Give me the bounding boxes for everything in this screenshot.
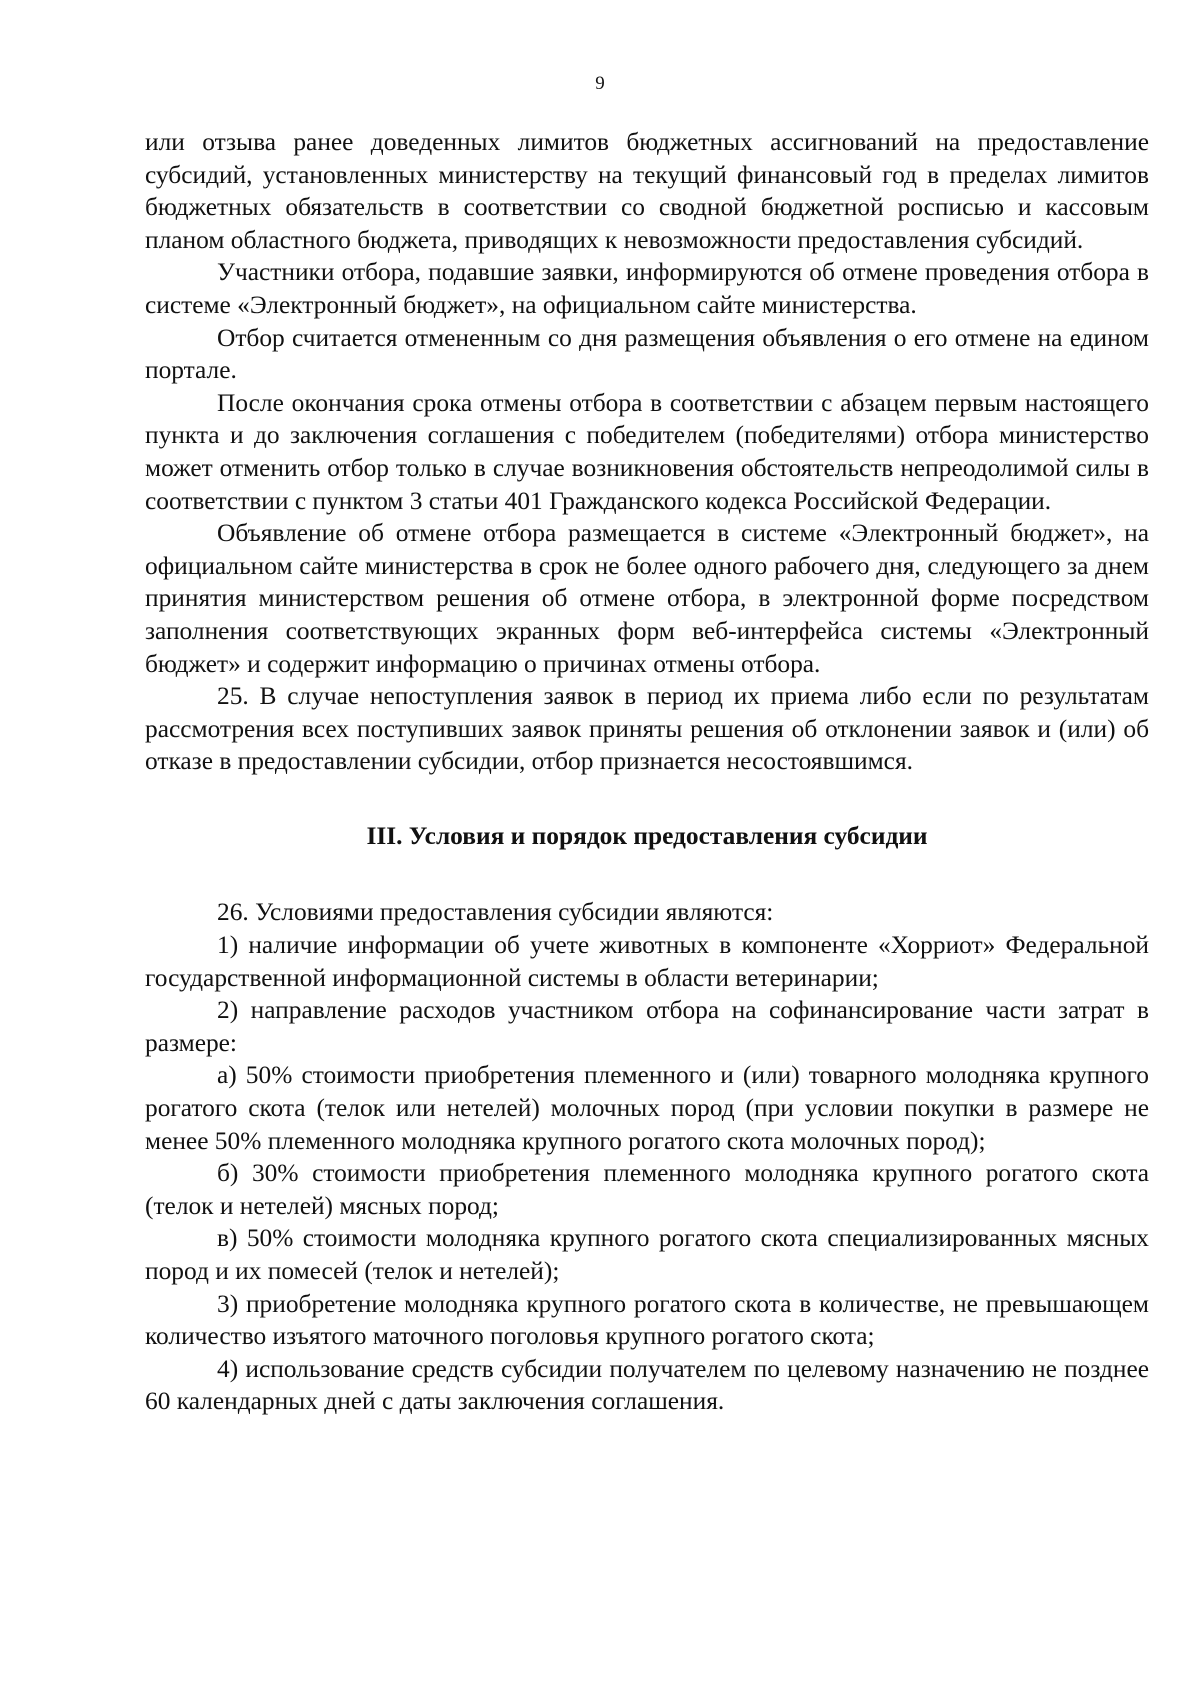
list-item-condition-2a: а) 50% стоимости приобретения племенного и (или) товарного молодняка крупного рогатого скота (телок или нетелей) молочных пород (при условии покупки в размере не менее 50% племенного молодняка крупного рогатого скота молочных пород); bbox=[145, 1061, 1149, 1155]
list-item-condition-4: 4) использование средств субсидии получателем по целевому назначению не позднее 60 календарных дней с даты заключения соглашения. bbox=[145, 1354, 1149, 1416]
paragraph-item-26: 26. Условиями предоставления субсидии являются: bbox=[217, 898, 774, 927]
paragraph-item-25: 25. В случае непоступления заявок в период их приема либо если по результатам рассмотрения всех поступивших заявок приняты решения об отклонении заявок и (или) об отказе в предоставлении субсидии, отбор признается несостоявшимся. bbox=[145, 682, 1149, 776]
paragraph-cancellation-notice: Объявление об отмене отбора размещается в системе «Электронный бюджет», на официальном сайте министерства в срок не более одного рабочего дня, следующего за днем принятия министерством решения об отмене отбора, в электронной форме посредством заполнения соответствующих экранных форм веб-интерфейса системы «Электронный бюджет» и содержит информацию о причинах отмены отбора. bbox=[145, 519, 1149, 678]
document-body bbox=[145, 126, 1149, 1418]
list-item-condition-2b: б) 30% стоимости приобретения племенного молодняка крупного рогатого скота (телок и нетелей) мясных пород; bbox=[145, 1159, 1149, 1220]
page-number: 9 bbox=[595, 73, 605, 94]
list-item-condition-2: 2) направление расходов участником отбора на софинансирование части затрат в размере: bbox=[145, 996, 1149, 1057]
section-heading: III. Условия и порядок предоставления субсидии bbox=[366, 821, 928, 850]
list-item-condition-1: 1) наличие информации об учете животных в компоненте «Хорриот» Федеральной государственной информационной системы в области ветеринарии; bbox=[145, 931, 1149, 992]
paragraph-participants-informed: Участники отбора, подавшие заявки, информируются об отмене проведения отбора в системе «Электронный бюджет», на официальном сайте министерства. bbox=[145, 258, 1149, 319]
paragraph-selection-cancelled: Отбор считается отмененным со дня размещения объявления о его отмене на едином портале. bbox=[145, 323, 1149, 385]
list-item-condition-3: 3) приобретение молодняка крупного рогатого скота в количестве, не превышающем количество изъятого маточного поголовья крупного рогатого скота; bbox=[145, 1289, 1149, 1351]
list-item-condition-2v: в) 50% стоимости молодняка крупного рогатого скота специализированных мясных пород и их помесей (телок и нетелей); bbox=[145, 1224, 1149, 1285]
paragraph-force-majeure: После окончания срока отмены отбора в соответствии с абзацем первым настоящего пункта и до заключения соглашения с победителем (победителями) отбора министерство может отменить отбор только в случае возникновения обстоятельств непреодолимой силы в соответствии с пунктом 3 статьи 401 Гражданского кодекса Российской Федерации. bbox=[145, 388, 1149, 515]
paragraph-limits-withdrawal: или отзыва ранее доведенных лимитов бюджетных ассигнований на предоставление субсидий, установленных министерству на текущий финансовый год в пределах лимитов бюджетных обязательств в соответствии со сводной бюджетной росписью и кассовым планом областного бюджета, приводящих к невозможности предоставления субсидий. bbox=[145, 128, 1149, 254]
